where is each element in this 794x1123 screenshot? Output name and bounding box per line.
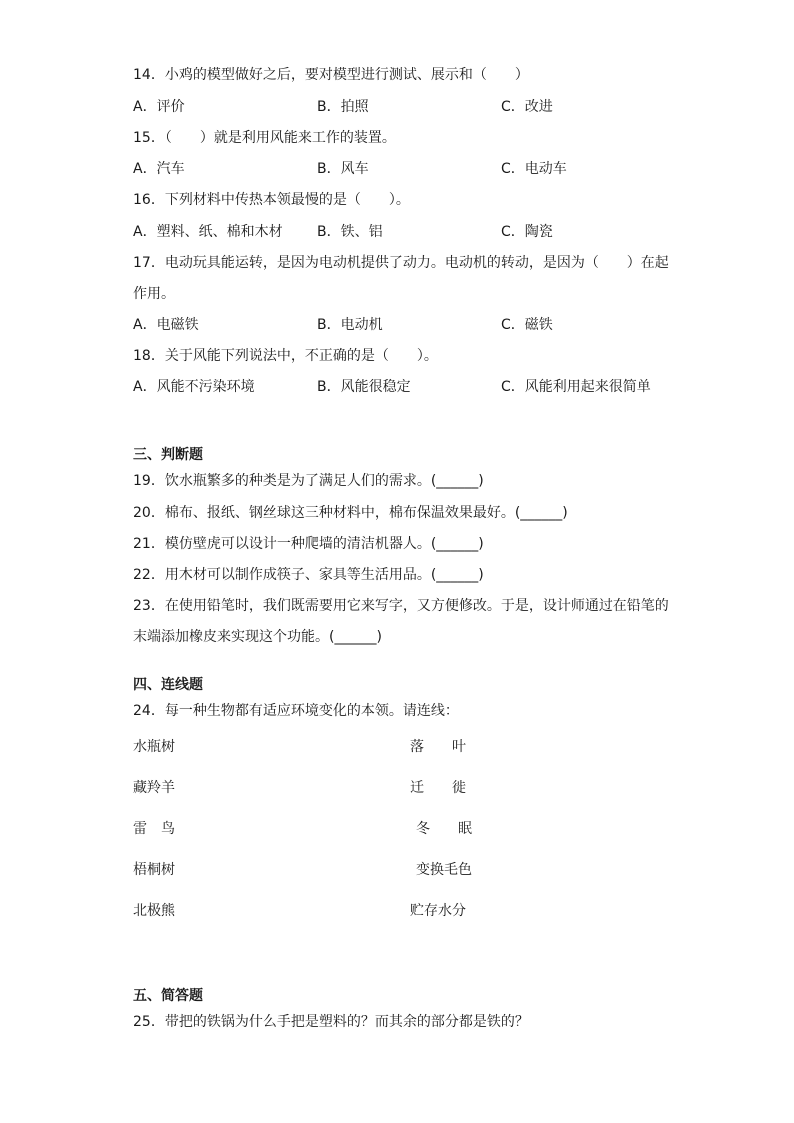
match-right-item: 变换毛色 (416, 862, 472, 878)
option-b: B．风车 (317, 161, 369, 177)
option-b: B．拍照 (317, 99, 369, 115)
question-20: 20．棉布、报纸、钢丝球这三种材料中，棉布保温效果最好。(______) (133, 505, 568, 521)
match-left-item: 梧桐树 (133, 862, 175, 878)
option-b: B．风能很稳定 (317, 379, 411, 395)
match-right-item: 贮存水分 (410, 903, 466, 919)
question-23: 23．在使用铅笔时，我们既需要用它来写字，又方便修改。于是，设计师通过在铅笔的 (133, 598, 669, 614)
option-c: C．风能利用起来很简单 (501, 379, 651, 395)
question-18-options (133, 377, 693, 397)
question-16-options (133, 222, 693, 242)
question-24-prompt: 24．每一种生物都有适应环境变化的本领。请连线： (133, 703, 459, 719)
option-c: C．陶瓷 (501, 224, 553, 240)
question-16-stem: 16．下列材料中传热本领最慢的是（ ）。 (133, 192, 410, 208)
option-c: C．磁铁 (501, 317, 553, 333)
option-b: B．铁、铝 (317, 224, 383, 240)
question-25: 25．带把的铁锅为什么手把是塑料的？而其余的部分都是铁的？ (133, 1014, 529, 1030)
option-a: A．评价 (133, 99, 185, 115)
question-21: 21．模仿壁虎可以设计一种爬墙的清洁机器人。(______) (133, 536, 484, 552)
section-5-heading: 五、简答题 (133, 988, 203, 1004)
question-17-options (133, 315, 693, 335)
question-14-options (133, 97, 693, 117)
question-14-stem: 14．小鸡的模型做好之后，要对模型进行测试、展示和（ ） (133, 67, 529, 83)
option-a: A．汽车 (133, 161, 185, 177)
match-right-item: 迁 徙 (410, 780, 466, 796)
section-3-heading: 三、判断题 (133, 447, 203, 463)
question-15-options (133, 159, 693, 179)
match-left-item: 水瓶树 (133, 739, 175, 755)
match-left-item: 藏羚羊 (133, 780, 175, 796)
option-a: A．塑料、纸、棉和木材 (133, 224, 283, 240)
match-right-item: 落 叶 (410, 739, 466, 755)
match-left-item: 北极熊 (133, 903, 175, 919)
question-18-stem: 18．关于风能下列说法中，不正确的是（ ）。 (133, 348, 438, 364)
question-22: 22．用木材可以制作成筷子、家具等生活用品。(______) (133, 567, 484, 583)
question-15-stem: 15．（ ）就是利用风能来工作的装置。 (133, 130, 396, 146)
question-23-continued: 末端添加橡皮来实现这个功能。(______) (133, 629, 382, 645)
option-c: C．改进 (501, 99, 553, 115)
option-c: C．电动车 (501, 161, 567, 177)
option-a: A．电磁铁 (133, 317, 199, 333)
question-19: 19．饮水瓶繁多的种类是为了满足人们的需求。(______) (133, 473, 484, 489)
section-4-heading: 四、连线题 (133, 677, 203, 693)
question-17-stem-continued: 作用。 (133, 286, 175, 302)
question-17-stem: 17．电动玩具能运转，是因为电动机提供了动力。电动机的转动，是因为（ ）在起 (133, 255, 669, 271)
match-right-item: 冬 眠 (416, 821, 472, 837)
option-b: B．电动机 (317, 317, 383, 333)
match-left-item: 雷 鸟 (133, 821, 175, 837)
option-a: A．风能不污染环境 (133, 379, 255, 395)
